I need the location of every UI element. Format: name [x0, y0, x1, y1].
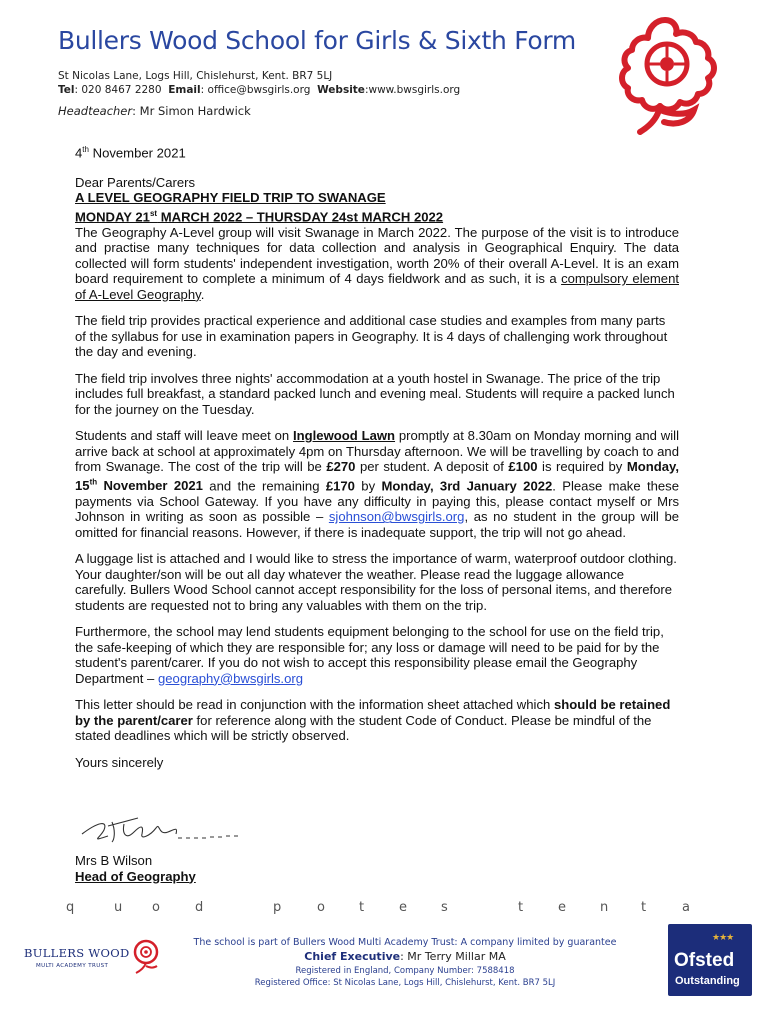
motto-letter: p — [273, 900, 282, 915]
footer-info — [170, 936, 640, 989]
motto-letter: n — [600, 900, 609, 915]
signer-name: Mrs B Wilson — [75, 853, 153, 868]
motto-letter: t — [641, 900, 647, 915]
paragraph-travel-cost: Students and staff will leave meet on Inglewood Lawn promptly at 8.30am on Monday morning and will arrive back at school at approximately 4pm on Thursday afternoon. We will be travelling by coach to and from Swanage. The cost of the trip will be £270 per student. A deposit of £100 is required by Monday, 15th November 2021 and the remaining £170 by Monday, 3rd January 2022. Please make these payments via School Gateway. If you have any difficulty in paying this, please contact myself or Mrs Johnson in writing as soon as possible – sjohnson@bwsgirls.org, as no student in the group will be omitted for financial reasons. However, if there is inadequate support, the trip will not go ahead. — [75, 428, 680, 540]
headteacher-value: : Mr Simon Hardwick — [132, 104, 251, 118]
small-rose-icon — [130, 938, 162, 976]
motto-letter: q — [66, 900, 75, 915]
geography-email-link[interactable]: geography@bwsgirls.org — [157, 670, 303, 686]
website-value: :www.bwsgirls.org — [364, 84, 461, 96]
email-value: : office@bwsgirls.org — [200, 84, 311, 96]
footer-ceo-line — [170, 949, 640, 965]
paragraph-equipment: Furthermore, the school may lend students equipment belonging to the school for use on the field trip, the safe-keeping of which they are responsible for; any loss or damage will need to be paid for by the student's parent/carer. If you do not wish to accept this responsibility please email the Geography Department – geography@bwsgirls.org — [75, 624, 664, 686]
letter-body — [75, 142, 679, 770]
motto-letter: u — [114, 900, 123, 915]
ofsted-word: Ofsted — [674, 950, 735, 971]
motto-letter: e — [399, 900, 407, 915]
ofsted-outstanding-badge — [668, 924, 752, 996]
signer-title: Head of Geography — [75, 868, 196, 884]
letter-subtitle: MONDAY 21st MARCH 2022 – THURSDAY 24st MARCH 2022 — [75, 208, 444, 225]
website-label: Website — [317, 84, 365, 96]
headteacher-label: Headteacher — [58, 104, 133, 118]
handwritten-signature — [78, 812, 248, 848]
motto-letter: t — [359, 900, 365, 915]
ofsted-stars-icon: ★★★ — [712, 932, 734, 942]
trust-logo-name: BULLERS WOOD — [24, 946, 130, 960]
motto-letter: s — [441, 900, 448, 915]
letter-title: A LEVEL GEOGRAPHY FIELD TRIP TO SWANAGE — [75, 190, 386, 206]
email-label: Email — [168, 84, 201, 96]
tel-label: Tel — [58, 84, 75, 96]
motto-letter: t — [518, 900, 524, 915]
tudor-rose-logo — [610, 14, 720, 142]
paragraph-luggage: A luggage list is attached and I would like to stress the importance of warm, waterproof outdoor clothing. Your daughter/son will be out all day whatever the weather. Please read the luggage allowance carefully. Bullers Wood School cannot accept responsibility for the loss of personal items, and therefore students are requested not to bring any valuables with them on the trip. — [75, 551, 677, 613]
footer-company-number: Registered in England, Company Number: 7588418 — [295, 966, 515, 976]
signer-block — [75, 853, 196, 884]
trust-logo-subtext: MULTI ACADEMY TRUST — [36, 963, 109, 969]
salutation: Dear Parents/Carers — [75, 174, 196, 190]
trust-logo — [22, 938, 162, 978]
school-address: St Nicolas Lane, Logs Hill, Chislehurst, Kent. BR7 5LJ — [58, 70, 333, 82]
paragraph-experience: The field trip provides practical experience and additional case studies and examples from many parts of the syllabus for use in examination papers in Geography. It is 4 days of challenging work throughout the day and evening. — [75, 313, 668, 360]
headteacher — [58, 104, 251, 118]
paragraph-accommodation: The field trip involves three nights' accommodation at a youth hostel in Swanage. The price of the trip includes full breakfast, a standard packed lunch and evening meal. Students will require a packed lunch for the journey on the Tuesday. — [75, 370, 675, 417]
ofsted-rating: Outstanding — [675, 975, 740, 987]
motto-letter: o — [317, 900, 325, 915]
ceo-label: Chief Executive — [304, 950, 401, 963]
motto-letter: d — [195, 900, 204, 915]
johnson-email-link[interactable]: sjohnson@bwsgirls.org — [328, 509, 465, 525]
letter-date: 4th November 2021 — [75, 145, 186, 161]
ceo-value: : Mr Terry Millar MA — [400, 950, 506, 963]
motto-letter: a — [682, 900, 690, 915]
school-contact — [58, 84, 460, 96]
paragraph-information-sheet: This letter should be read in conjunction with the information sheet attached which should be retained by the parent/carer for reference along with the student Code of Conduct. Please be mindful of the stated deadlines which will be strictly observed. — [75, 697, 671, 744]
tel-value: : 020 8467 2280 — [74, 84, 162, 96]
footer-registered-office: Registered Office: St Nicolas Lane, Logs Hill, Chislehurst, Kent. BR7 5LJ — [254, 978, 556, 988]
closing: Yours sincerely — [75, 754, 164, 770]
school-name: Bullers Wood School for Girls & Sixth Form — [58, 26, 576, 55]
paragraph-purpose: The Geography A-Level group will visit Swanage in March 2022. The purpose of the visit is to introduce and practise many techniques for data collection and analysis in Geographical Enquiry. The data collected will form students' independent investigation, worth 20% of their overall A-Level. It is an exam board requirement to complete a minimum of 4 days fieldwork and as such, it is a compulsory element of A-Level Geography. — [75, 224, 679, 302]
motto-letter: e — [558, 900, 566, 915]
motto-letter: o — [152, 900, 160, 915]
footer-trust-line: The school is part of Bullers Wood Multi Academy Trust: A company limited by guarantee — [193, 937, 617, 948]
